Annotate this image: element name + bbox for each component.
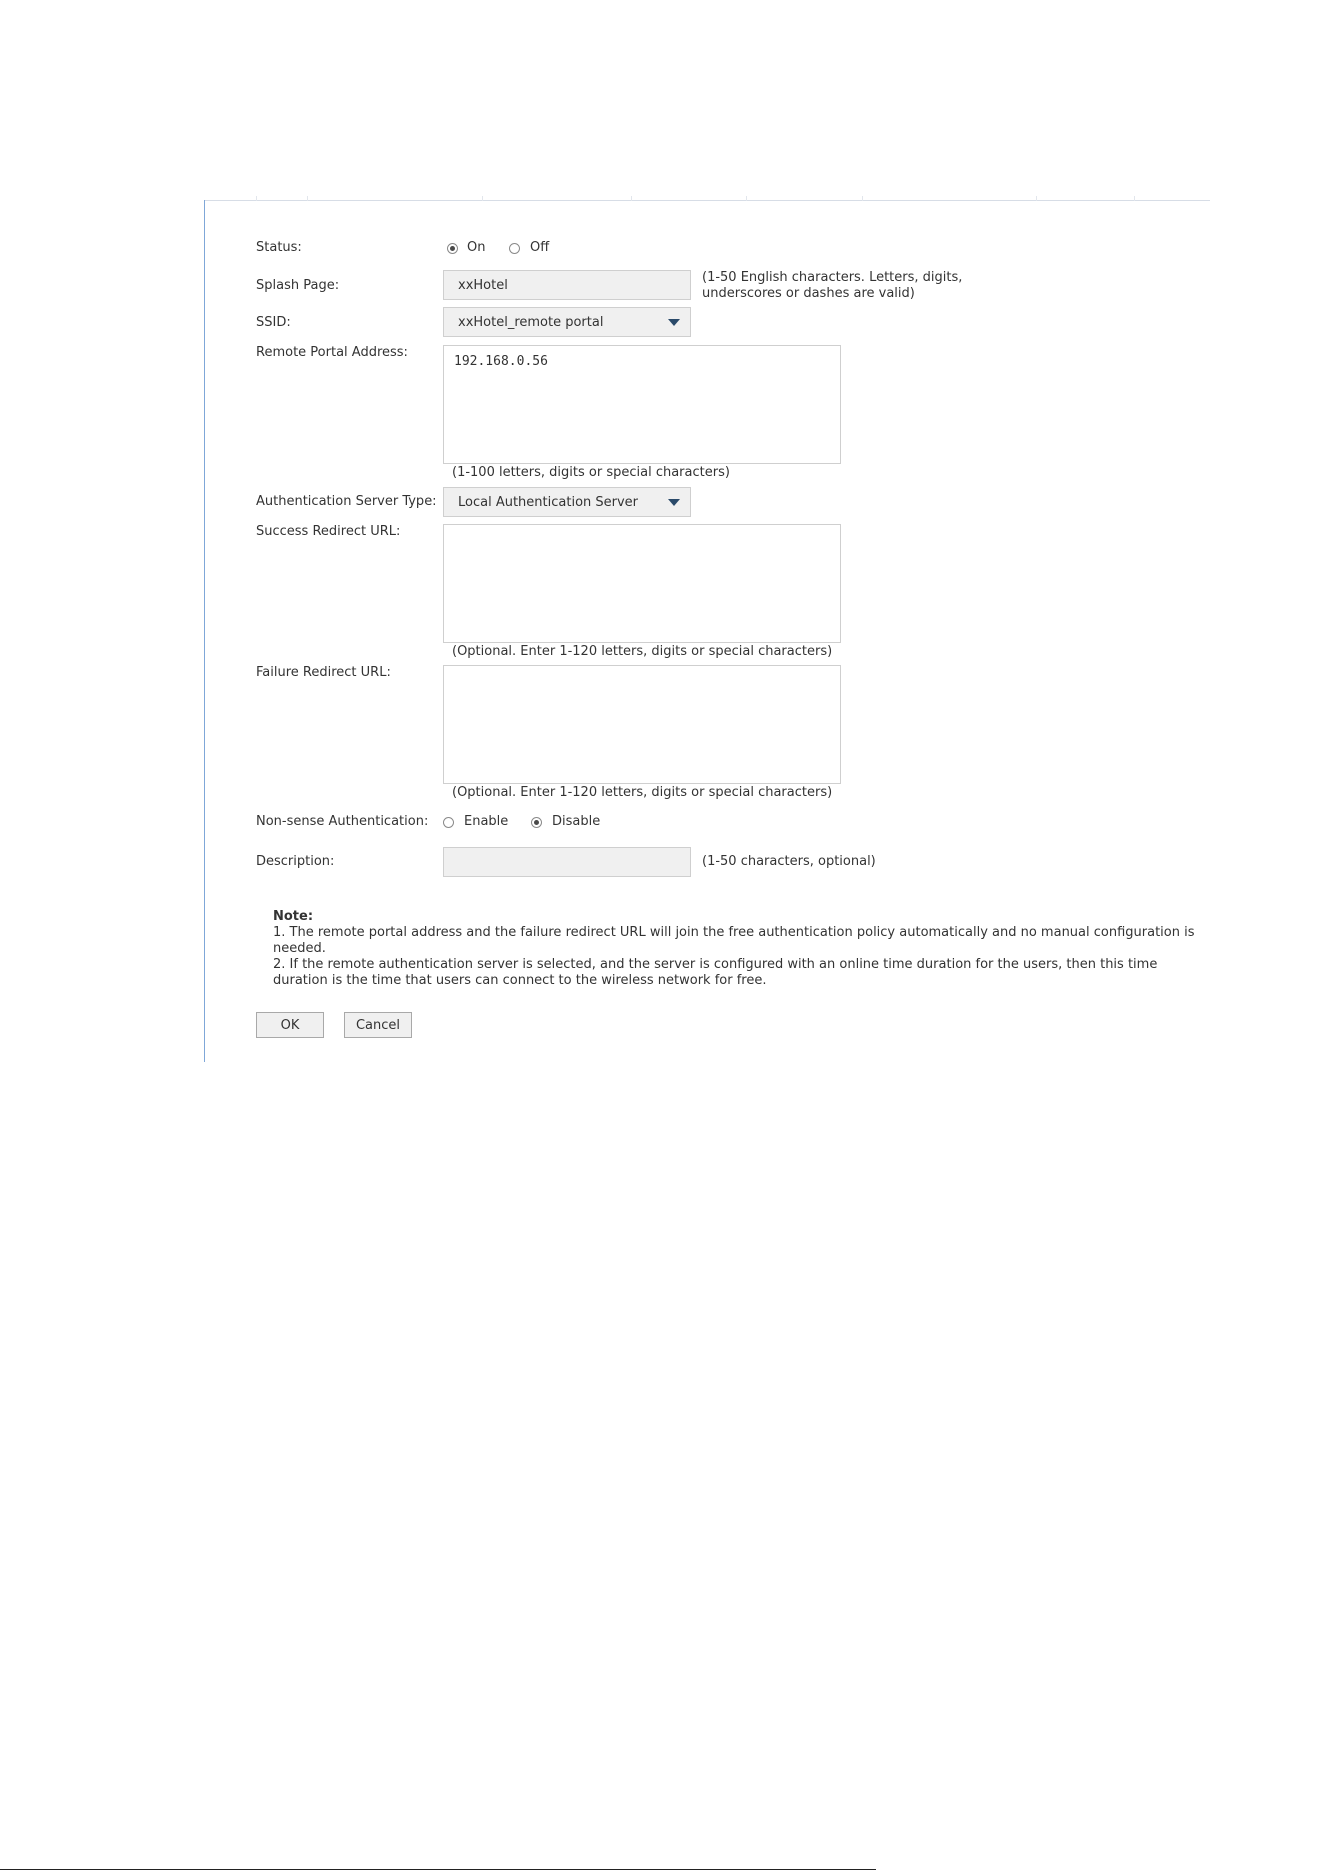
header-divider: [1134, 196, 1135, 201]
non-sense-auth-disable-label[interactable]: Disable: [552, 814, 601, 829]
header-divider: [482, 196, 483, 201]
non-sense-auth-disable-radio[interactable]: [531, 817, 542, 828]
auth-server-type-label: Authentication Server Type:: [256, 494, 437, 509]
success-redirect-url-textarea[interactable]: [443, 524, 841, 643]
status-on-label[interactable]: On: [467, 240, 486, 255]
chevron-down-icon: [668, 319, 680, 326]
non-sense-auth-label: Non-sense Authentication:: [256, 814, 429, 829]
panel-top-border: [205, 200, 1210, 201]
radio-selected-dot: [450, 246, 455, 251]
failure-redirect-url-textarea[interactable]: [443, 665, 841, 784]
header-divider: [256, 196, 257, 201]
header-divider: [862, 196, 863, 201]
status-off-label[interactable]: Off: [530, 240, 550, 255]
remote-portal-address-textarea[interactable]: [443, 345, 841, 464]
status-off-radio[interactable]: [509, 243, 520, 254]
splash-page-hint-line2: underscores or dashes are valid): [702, 286, 915, 301]
description-input[interactable]: [443, 847, 691, 877]
note-line-1: 1. The remote portal address and the failure redirect URL will join the free authentication policy automatically and no manual configuration is needed.: [273, 925, 1195, 956]
note-title: Note:: [273, 909, 314, 924]
header-divider: [631, 196, 632, 201]
status-label: Status:: [256, 240, 302, 255]
failure-redirect-url-label: Failure Redirect URL:: [256, 665, 391, 680]
splash-page-hint-line1: (1-50 English characters. Letters, digits,: [702, 270, 963, 285]
header-divider: [746, 196, 747, 201]
status-on-radio[interactable]: [447, 243, 458, 254]
success-redirect-url-label: Success Redirect URL:: [256, 524, 401, 539]
note-line-2: 2. If the remote authentication server is selected, and the server is configured with an online time duration for the users, then this time duration is the time that users can connect to the wireless network for free.: [273, 957, 1158, 988]
remote-portal-address-label: Remote Portal Address:: [256, 345, 408, 360]
header-divider: [1036, 196, 1037, 201]
ok-button[interactable]: OK: [256, 1012, 324, 1038]
success-redirect-url-hint: (Optional. Enter 1-120 letters, digits or special characters): [452, 644, 833, 659]
auth-server-type-select[interactable]: [443, 487, 691, 517]
auth-server-type-selected-value: Local Authentication Server: [458, 495, 639, 510]
ssid-label: SSID:: [256, 315, 291, 330]
ssid-select[interactable]: [443, 307, 691, 337]
ssid-selected-value: xxHotel_remote portal: [458, 315, 604, 330]
description-hint: (1-50 characters, optional): [702, 854, 876, 869]
cancel-button[interactable]: Cancel: [344, 1012, 412, 1038]
chevron-down-icon: [668, 499, 680, 506]
radio-selected-dot: [534, 820, 539, 825]
remote-portal-address-hint: (1-100 letters, digits or special characters): [452, 465, 730, 480]
page-footer-rule: [0, 1869, 876, 1870]
failure-redirect-url-hint: (Optional. Enter 1-120 letters, digits or special characters): [452, 785, 833, 800]
non-sense-auth-enable-label[interactable]: Enable: [464, 814, 509, 829]
panel-left-border: [204, 200, 205, 1062]
splash-page-label: Splash Page:: [256, 278, 340, 293]
description-label: Description:: [256, 854, 335, 869]
header-divider: [307, 196, 308, 201]
note-block: [273, 909, 1213, 989]
non-sense-auth-enable-radio[interactable]: [443, 817, 454, 828]
splash-page-input[interactable]: [443, 270, 691, 300]
